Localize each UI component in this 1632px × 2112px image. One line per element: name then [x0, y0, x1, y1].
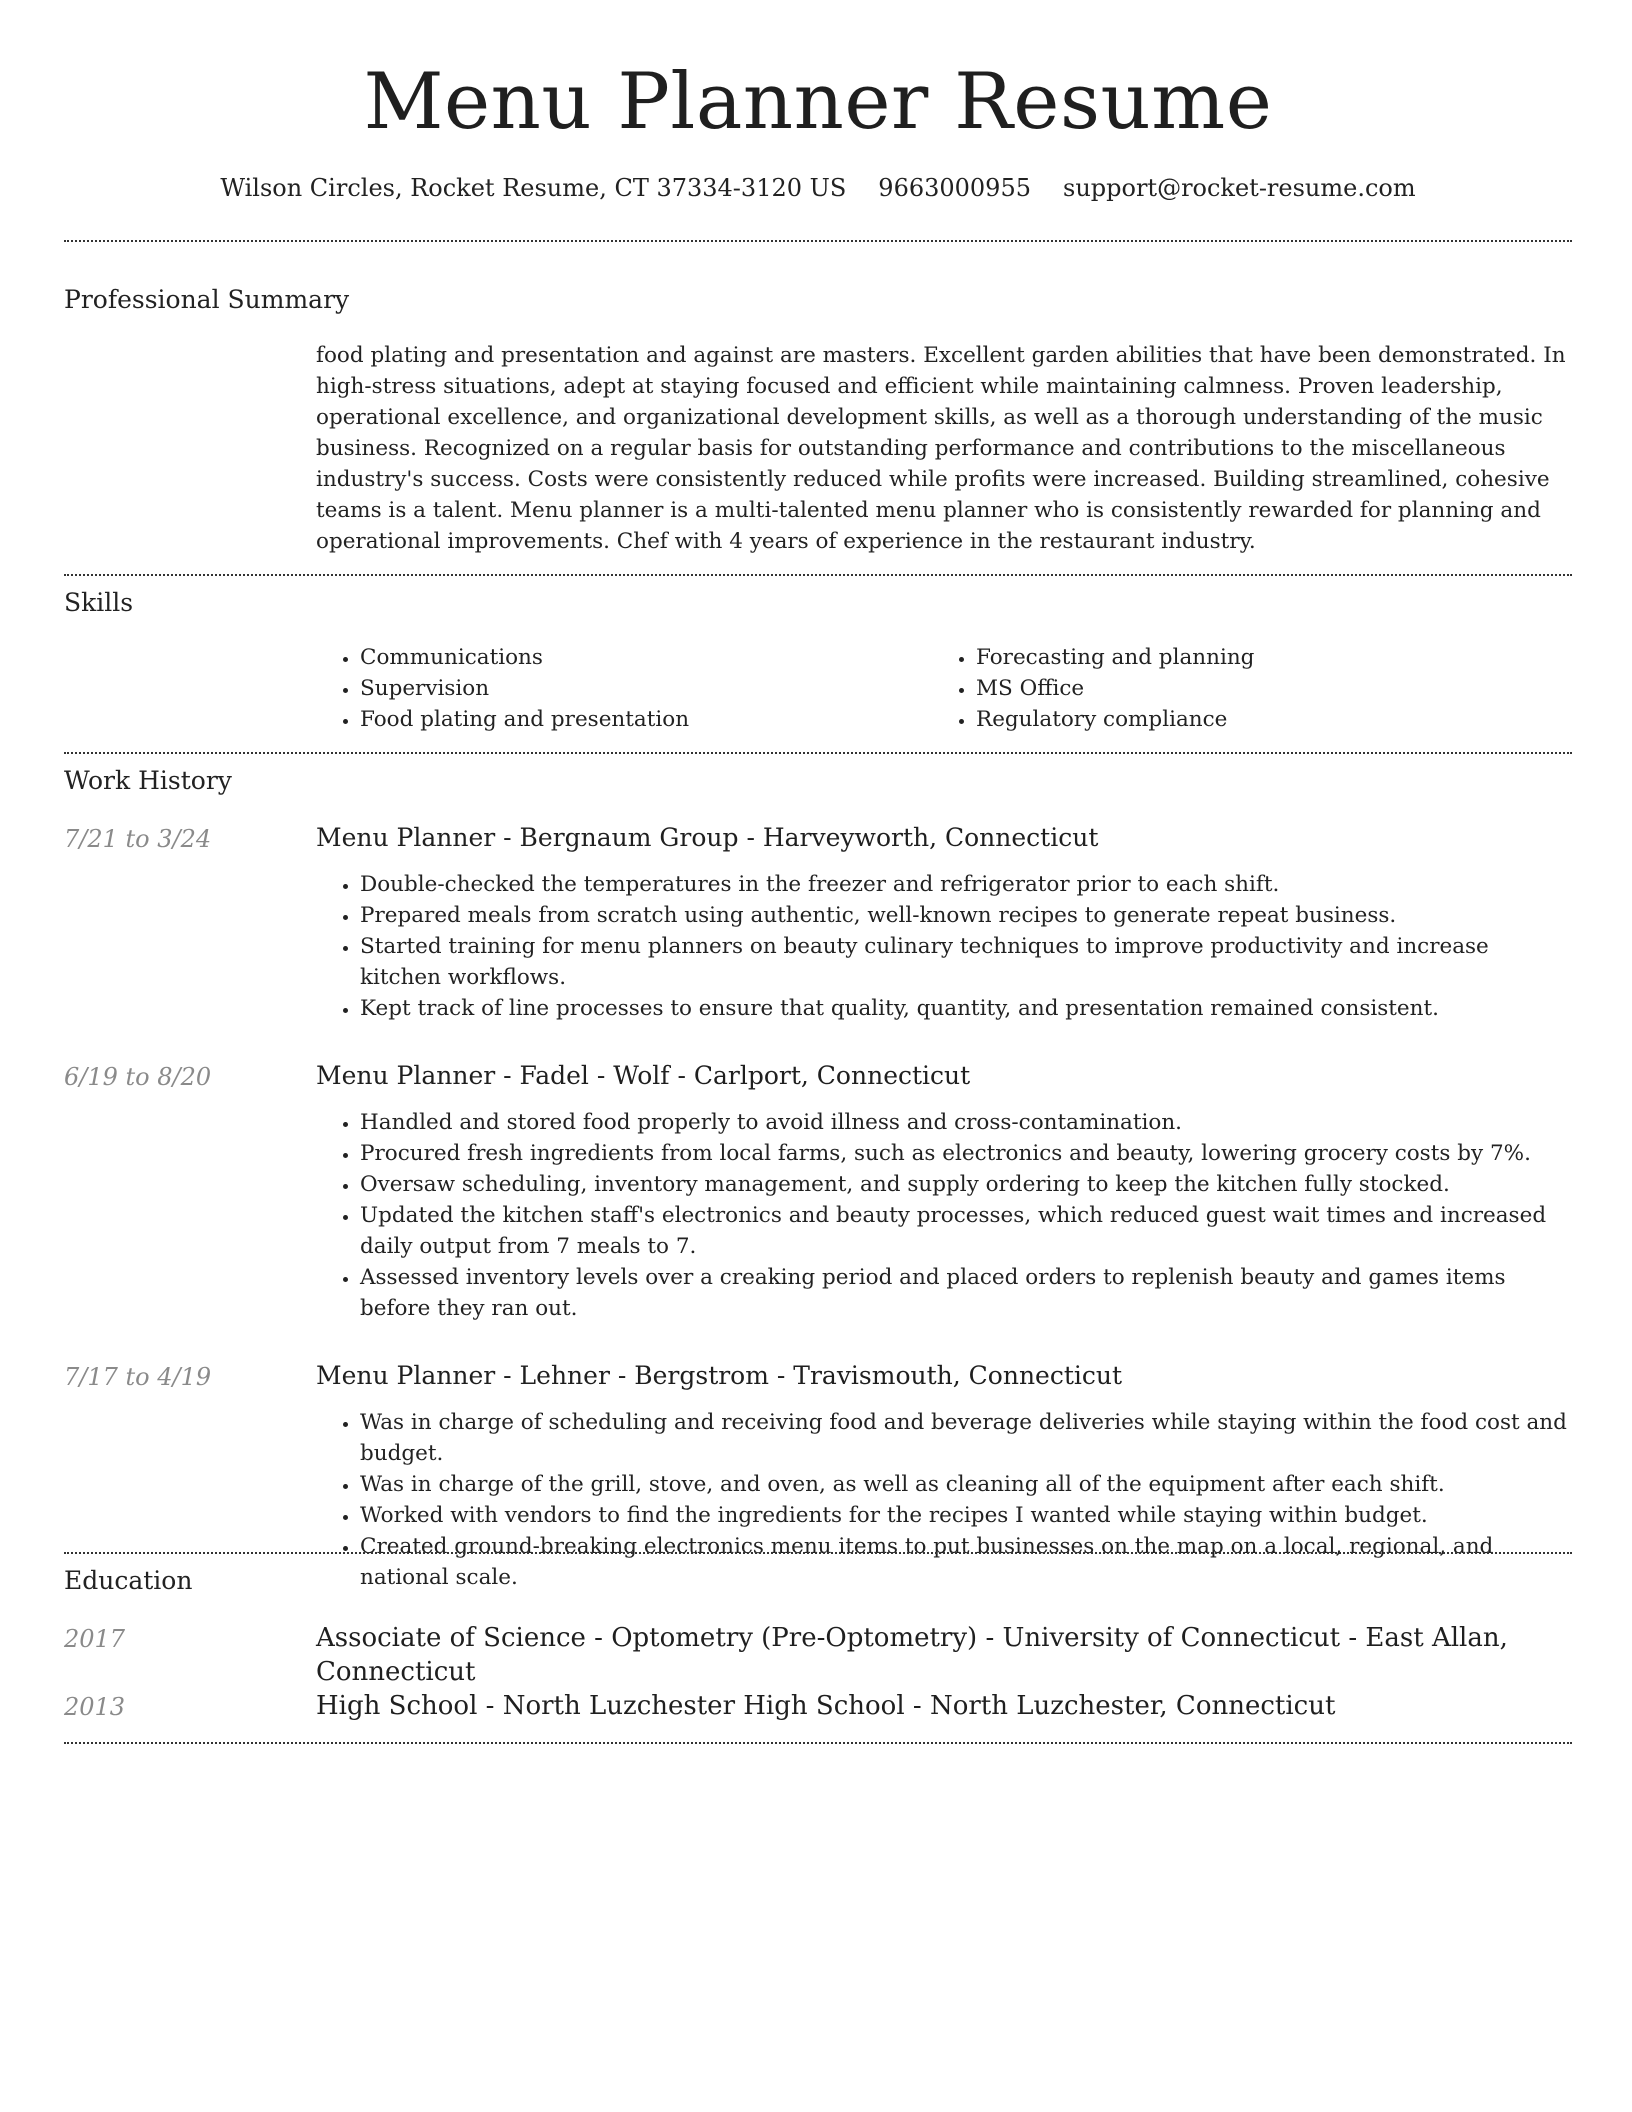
- job-bullet: • Was in charge of scheduling and receiving food and beverage deliveries while staying within the food cost and budget.: [360, 1407, 1572, 1469]
- summary-block: [316, 340, 1572, 557]
- job-entry: [316, 821, 1572, 1024]
- job-bullet: • Updated the kitchen staff's electronics and beauty processes, which reduced guest wait times and increased daily output from 7 meals to 7.: [360, 1200, 1572, 1262]
- divider: [64, 240, 1572, 242]
- section-title-education: Education: [64, 1566, 193, 1595]
- job-bullet: • Double-checked the temperatures in the freezer and refrigerator prior to each shift.: [360, 869, 1572, 900]
- job-title: Menu Planner - Fadel - Wolf - Carlport, Connecticut: [316, 1061, 971, 1090]
- skills-list-right: [932, 642, 1548, 735]
- divider: [64, 574, 1572, 576]
- job-bullet: • Oversaw scheduling, inventory management, and supply ordering to keep the kitchen fully stocked.: [360, 1169, 1572, 1200]
- skill-item: • Supervision: [360, 673, 932, 704]
- job-bullet: • Prepared meals from scratch using authentic, well-known recipes to generate repeat business.: [360, 900, 1572, 931]
- education-text: Associate of Science - Optometry (Pre-Optometry) - University of Connecticut - East Allan, Connecticut: [316, 1623, 1508, 1687]
- job-bullet: • Assessed inventory levels over a creaking period and placed orders to replenish beauty and games items before they ran out.: [360, 1262, 1572, 1324]
- contact-line: [64, 172, 1572, 204]
- skill-item: • MS Office: [976, 673, 1548, 704]
- education-year: 2013: [64, 1693, 126, 1721]
- job-entry: [316, 1359, 1572, 1593]
- education-entry: [316, 1689, 1572, 1723]
- page-title: Menu Planner Resume: [363, 57, 1273, 147]
- skills-list-left: [316, 642, 932, 735]
- section-title-work: Work History: [64, 766, 232, 795]
- skill-item: • Communications: [360, 642, 932, 673]
- job-dates: 7/17 to 4/19: [64, 1363, 212, 1391]
- section-title-skills: Skills: [64, 588, 134, 617]
- contact-phone: 9663000955: [878, 174, 1031, 202]
- education-year: 2017: [64, 1625, 126, 1653]
- skill-item: • Food plating and presentation: [360, 704, 932, 735]
- summary-text: food plating and presentation and against are masters. Excellent garden abilities that have been demonstrated. In high-stress situations, adept at staying focused and efficient while maintaining calmness. Proven leadership, operational excellence, and organizational development skills, as well as a thorough understanding of the music business. Recognized on a regular basis for outstanding performance and contributions to the miscellaneous industry's success. Costs were consistently reduced while profits were increased. Building streamlined, cohesive teams is a talent. Menu planner is a multi-talented menu planner who is consistently rewarded for planning and operational improvements. Chef with 4 years of experience in the restaurant industry.: [316, 343, 1566, 554]
- job-bullets: [316, 1407, 1572, 1593]
- contact-address: Wilson Circles, Rocket Resume, CT 37334-3120 US: [220, 174, 847, 202]
- job-bullet: • Was in charge of the grill, stove, and oven, as well as cleaning all of the equipment after each shift.: [360, 1469, 1572, 1500]
- section-title-summary: Professional Summary: [64, 285, 350, 314]
- job-bullets: [316, 1107, 1572, 1324]
- divider: [64, 752, 1572, 754]
- divider: [64, 1552, 1572, 1554]
- job-bullets: [316, 869, 1572, 1024]
- job-title: Menu Planner - Bergnaum Group - Harveyworth, Connecticut: [316, 823, 1099, 852]
- job-bullet: • Worked with vendors to find the ingredients for the recipes I wanted while staying within budget.: [360, 1500, 1572, 1531]
- contact-email: support@rocket-resume.com: [1063, 174, 1416, 202]
- resume-page: [64, 0, 1572, 1721]
- education-entry: [316, 1621, 1572, 1689]
- job-dates: 7/21 to 3/24: [64, 825, 212, 853]
- job-title: Menu Planner - Lehner - Bergstrom - Travismouth, Connecticut: [316, 1361, 1123, 1390]
- skills-block: [316, 642, 1572, 735]
- job-dates: 6/19 to 8/20: [64, 1063, 212, 1091]
- job-bullet: • Procured fresh ingredients from local farms, such as electronics and beauty, lowering grocery costs by 7%.: [360, 1138, 1572, 1169]
- job-bullet: • Handled and stored food properly to avoid illness and cross-contamination.: [360, 1107, 1572, 1138]
- job-bullet: • Kept track of line processes to ensure that quality, quantity, and presentation remained consistent.: [360, 993, 1572, 1024]
- job-bullet: • Created ground-breaking electronics menu items to put businesses on the map on a local, regional, and national scale.: [360, 1531, 1572, 1593]
- divider: [64, 1742, 1572, 1744]
- job-bullet: • Started training for menu planners on beauty culinary techniques to improve productivity and increase kitchen workflows.: [360, 931, 1572, 993]
- education-text: High School - North Luzchester High School - North Luzchester, Connecticut: [316, 1691, 1336, 1721]
- skill-item: • Regulatory compliance: [976, 704, 1548, 735]
- skill-item: • Forecasting and planning: [976, 642, 1548, 673]
- job-entry: [316, 1059, 1572, 1324]
